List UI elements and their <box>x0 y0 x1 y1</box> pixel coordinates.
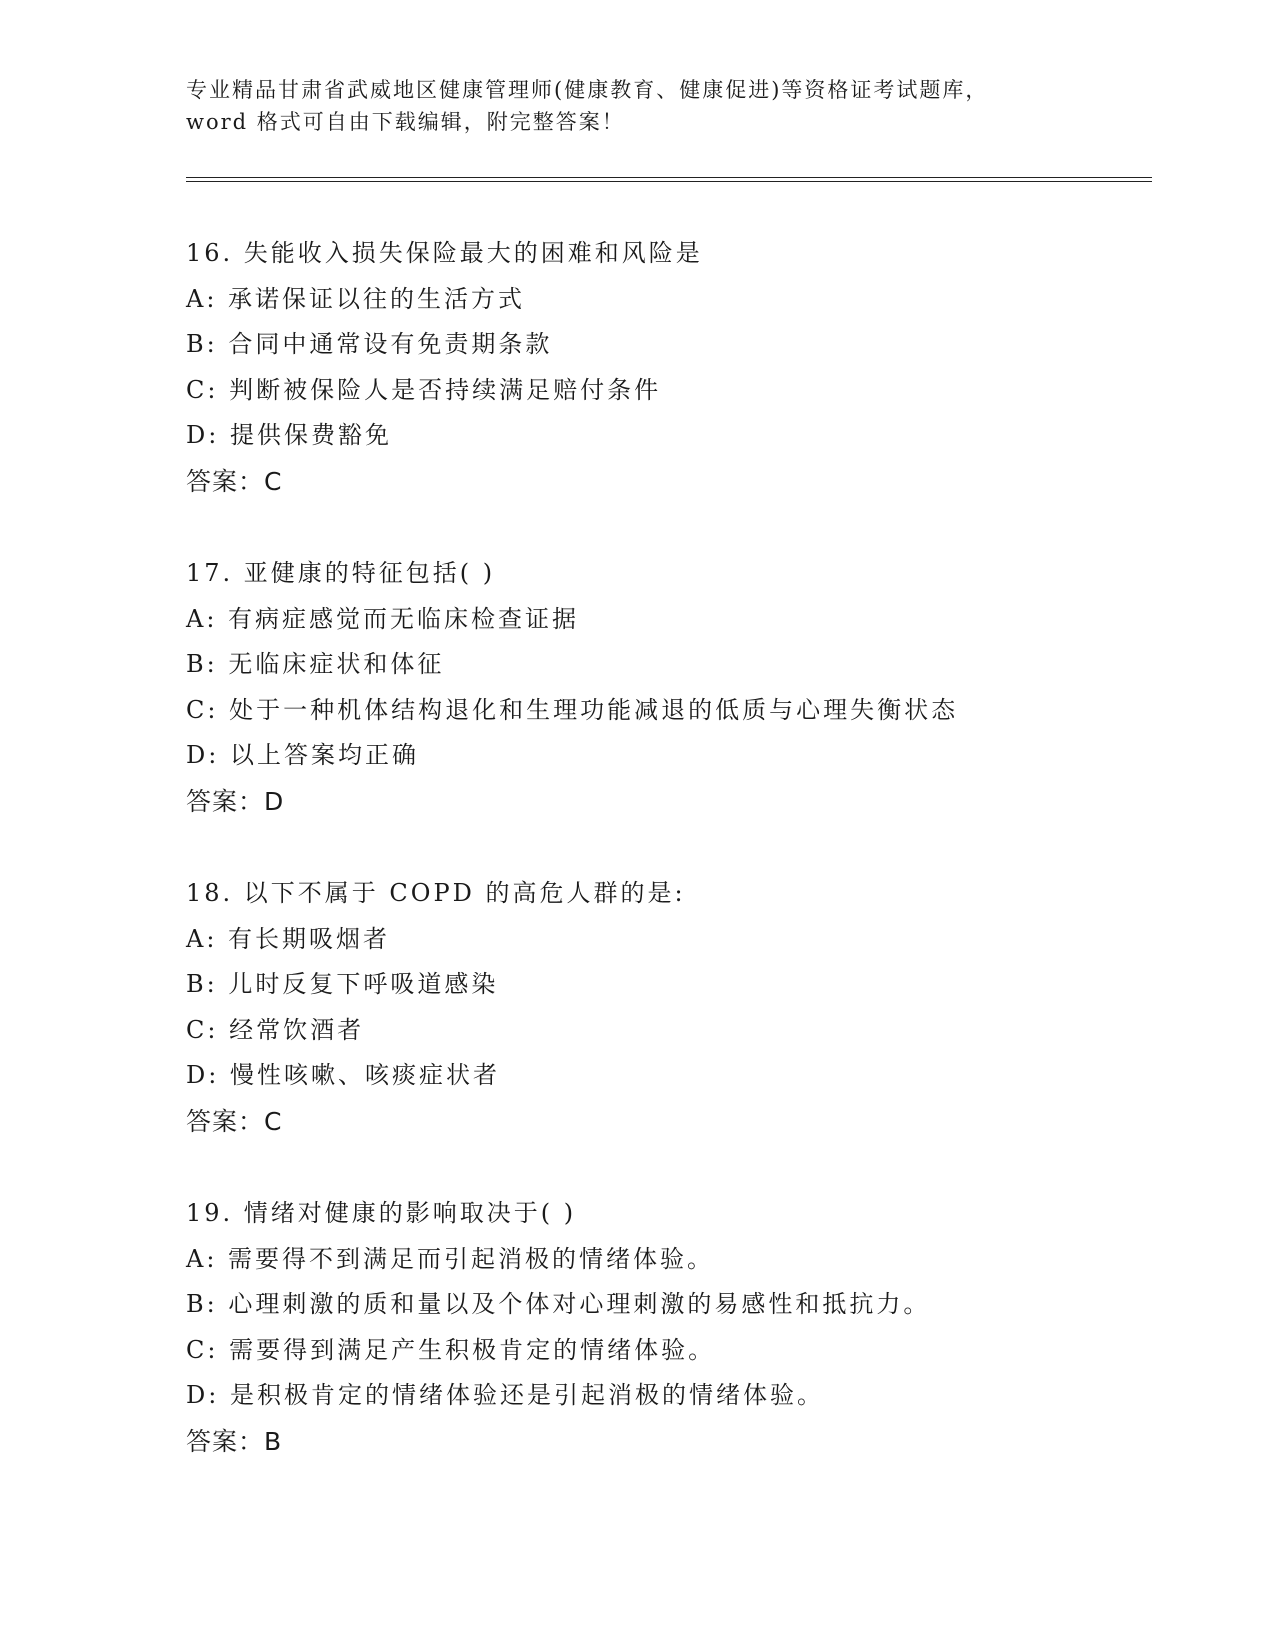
option-a: A: 承诺保证以往的生活方式 <box>186 284 526 313</box>
question-16 <box>186 231 1186 551</box>
header-divider <box>186 177 1152 182</box>
question-stem: 19. 情绪对健康的影响取决于( ) <box>186 1199 577 1227</box>
option-b: B: 心理刺激的质和量以及个体对心理刺激的易感性和抵抗力。 <box>186 1290 931 1318</box>
answer-line: 答案：C <box>186 1106 283 1136</box>
document-header <box>186 74 1106 138</box>
option-b: B: 合同中通常设有免责期条款 <box>186 330 553 358</box>
question-18 <box>186 871 1186 1191</box>
option-c: C: 判断被保险人是否持续满足赔付条件 <box>186 375 662 404</box>
option-d: D: 是积极肯定的情绪体验还是引起消极的情绪体验。 <box>186 1381 824 1409</box>
option-c: C: 需要得到满足产生积极肯定的情绪体验。 <box>186 1335 716 1364</box>
question-stem: 18. 以下不属于 COPD 的高危人群的是: <box>186 879 686 907</box>
option-a: A: 有病症感觉而无临床检查证据 <box>186 604 580 633</box>
answer-line: 答案：C <box>186 466 283 496</box>
option-b: B: 无临床症状和体征 <box>186 650 445 678</box>
question-list <box>186 231 1186 1511</box>
option-c: C: 经常饮酒者 <box>186 1015 365 1044</box>
question-17 <box>186 551 1186 871</box>
option-c: C: 处于一种机体结构退化和生理功能减退的低质与心理失衡状态 <box>186 695 959 724</box>
answer-line: 答案：D <box>186 786 285 816</box>
option-d: D: 提供保费豁免 <box>186 421 392 449</box>
question-stem: 17. 亚健康的特征包括( ) <box>186 559 496 587</box>
question-19 <box>186 1191 1186 1511</box>
option-b: B: 儿时反复下呼吸道感染 <box>186 970 499 998</box>
question-stem: 16. 失能收入损失保险最大的困难和风险是 <box>186 239 703 267</box>
option-a: A: 需要得不到满足而引起消极的情绪体验。 <box>186 1244 715 1273</box>
option-d: D: 慢性咳嗽、咳痰症状者 <box>186 1061 500 1089</box>
header-line-1: 专业精品甘肃省武威地区健康管理师(健康教育、健康促进)等资格证考试题库， <box>186 78 989 102</box>
answer-line: 答案：B <box>186 1426 283 1456</box>
option-a: A: 有长期吸烟者 <box>186 924 391 953</box>
option-d: D: 以上答案均正确 <box>186 741 419 769</box>
header-line-2: word 格式可自由下载编辑，附完整答案！ <box>186 110 625 134</box>
